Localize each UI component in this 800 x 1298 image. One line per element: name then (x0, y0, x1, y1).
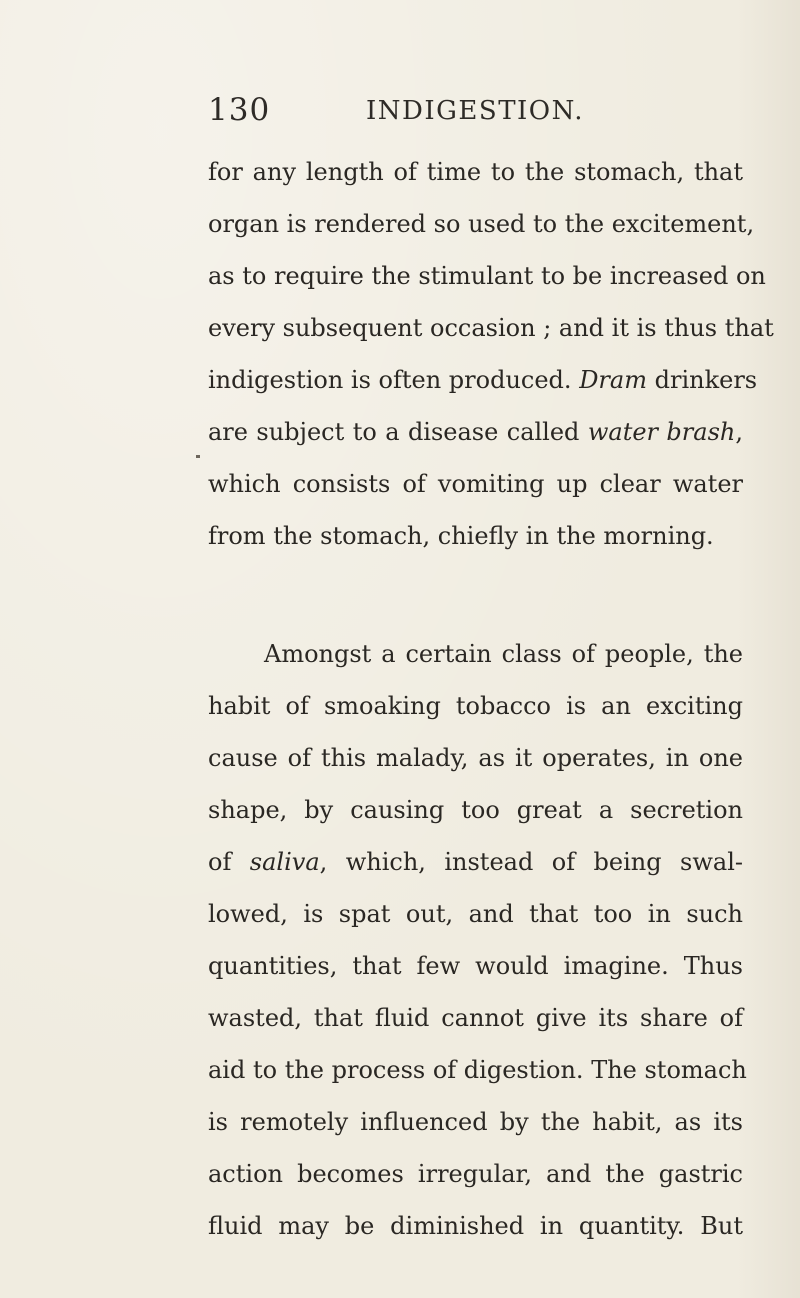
text-line: aid to the process of digestion. The stomach (208, 1056, 747, 1084)
header-title: INDIGESTION. (366, 96, 584, 126)
text-line: habit of smoaking tobacco is an exciting (208, 692, 743, 720)
italic-term: saliva (249, 848, 320, 876)
text-line: every subsequent occasion ; and it is thus that (208, 314, 774, 342)
text-line: cause of this malady, as it operates, in one (208, 744, 743, 772)
italic-term: Dram (579, 366, 647, 394)
text-line: indigestion is often produced. Dram drinkers (208, 366, 758, 394)
margin-mark (196, 455, 200, 458)
text-line: is remotely influenced by the habit, as its (208, 1108, 743, 1136)
text-line: which consists of vomiting up clear water (208, 470, 743, 498)
text-line: shape, by causing too great a secretion (208, 796, 743, 824)
text-line: wasted, that fluid cannot give its share of (208, 1004, 743, 1032)
text-line: Amongst a certain class of people, the (264, 640, 743, 668)
page-number: 130 (208, 92, 271, 128)
paragraph-gap (208, 562, 743, 628)
italic-term: water brash (587, 418, 736, 446)
text-line: quantities, that few would imagine. Thus (208, 952, 743, 980)
text-line: of saliva, which, instead of being swal- (208, 848, 743, 876)
text-line: for any length of time to the stomach, that (208, 158, 743, 186)
running-head (0, 92, 800, 138)
text-line: fluid may be diminished in quantity. But (208, 1212, 743, 1240)
text-line: as to require the stimulant to be increased on (208, 262, 766, 290)
text-line: from the stomach, chiefly in the morning. (208, 522, 714, 550)
text-line: organ is rendered so used to the excitement, (208, 210, 755, 238)
text-line: action becomes irregular, and the gastric (208, 1160, 743, 1188)
body-text (208, 146, 774, 1252)
text-line: lowed, is spat out, and that too in such (208, 900, 743, 928)
text-line: are subject to a disease called water brash, (208, 418, 743, 446)
